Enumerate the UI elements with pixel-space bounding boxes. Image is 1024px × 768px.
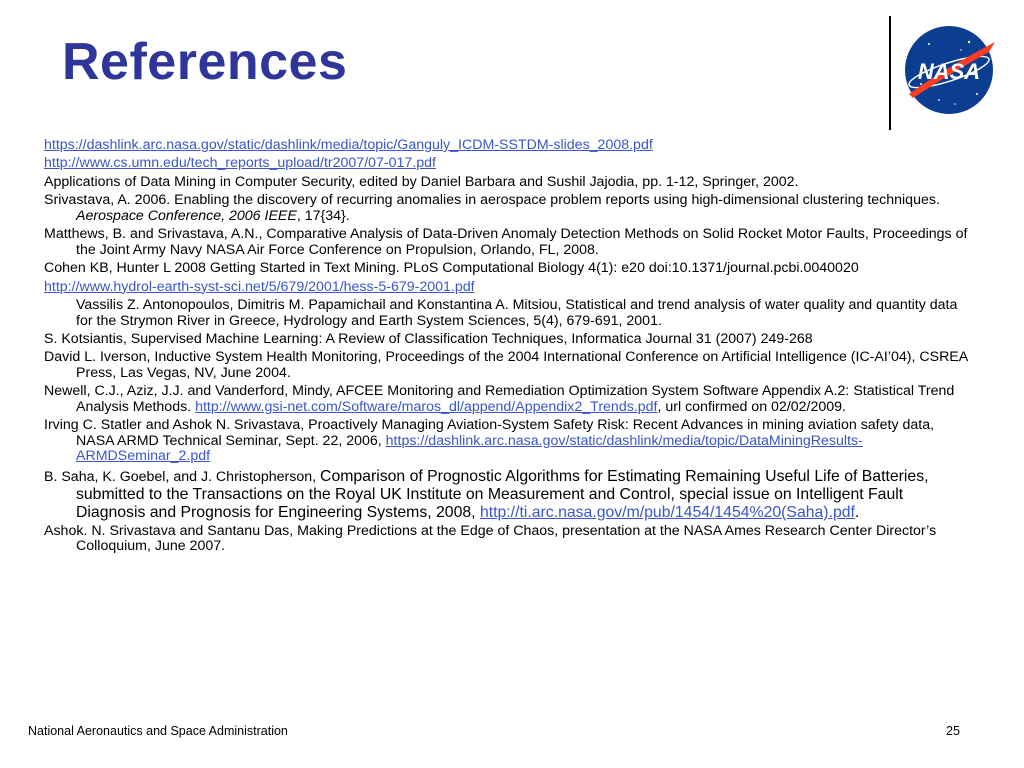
divider-line <box>889 16 891 130</box>
reference-item: Matthews, B. and Srivastava, A.N., Comparative Analysis of Data-Driven Anomaly Detection Methods on Solid Rocket Motor Faults, Proceedings of the Joint Army Navy NASA Air Force Conference on Propulsion, Orlando, FL, 2008. <box>44 226 968 258</box>
reference-item <box>44 156 974 172</box>
reference-item: Vassilis Z. Antonopoulos, Dimitris M. Papamichail and Konstantina A. Mitsiou, Statistical and trend analysis of water quality and quantity data for the Strymon River in Greece, Hydrology and Earth System Sciences, 5(4), 679-691, 2001. <box>76 296 958 329</box>
reference-item: David L. Iverson, Inductive System Health Monitoring, Proceedings of the 2004 International Conference on Artificial Intelligence (IC-AI’04), CSREA Press, Las Vegas, NV, June 2004. <box>44 349 968 381</box>
reference-text: Newell, C.J., Aziz, J.J. and Vanderford, Mindy, AFCEE Monitoring and Remediation Optimization System Software Appendix A.2: Statistical Trend Analysis Methods. <box>44 383 955 415</box>
reference-item <box>44 384 974 415</box>
reference-tail: , 17{34}. <box>296 207 350 224</box>
reference-link[interactable]: http://ti.arc.nasa.gov/m/pub/1454/1454%20(Saha).pdf <box>479 503 855 521</box>
nasa-logo-text: NASA <box>917 59 981 84</box>
reference-text: Srivastava, A. 2006. Enabling the discovery of recurring anomalies in aerospace problem reports using high-dimensional clustering techniques. <box>44 192 940 209</box>
reference-text: Irving C. Statler and Ashok N. Srivastava, Proactively Managing Aviation-System Safety Risk: Recent Advances in mining aviation safety data, NASA ARMD Technical Seminar, Sept. 22, 2006, <box>44 417 935 449</box>
reference-link[interactable]: https://dashlink.arc.nasa.gov/static/dashlink/media/topic/DataMiningResults-ARMDSeminar_2.pdf <box>76 432 863 465</box>
reference-item: Cohen KB, Hunter L 2008 Getting Started in Text Mining. PLoS Computational Biology 4(1): e20 doi:10.1371/journal.pcbi.0040020 <box>44 260 859 277</box>
reference-item <box>44 280 974 296</box>
slide-title: References <box>62 33 348 91</box>
reference-item: Applications of Data Mining in Computer Security, edited by Daniel Barbara and Sushil Jajodia, pp. 1-12, Springer, 2002. <box>44 173 799 190</box>
reference-tail: . <box>854 503 860 521</box>
reference-item <box>44 418 974 465</box>
reference-text: Comparison of Prognostic Algorithms for Estimating Remaining Useful Life of Batteries, submitted to the Transactions on the Royal UK Institute on Measurement and Control, special issue on Intelligent Fault Diagnosis and Prognosis for Engineering Systems, 2008, <box>76 467 929 521</box>
reference-tail: , url confirmed on 02/02/2009. <box>657 398 846 415</box>
footer-agency-name: National Aeronautics and Space Administration <box>28 724 288 738</box>
reference-item: S. Kotsiantis, Supervised Machine Learning: A Review of Classification Techniques, Informatica Journal 31 (2007) 249-268 <box>44 330 813 347</box>
references-list <box>44 138 974 558</box>
nasa-logo <box>899 24 999 116</box>
reference-item <box>44 468 974 521</box>
reference-item <box>44 193 974 224</box>
reference-item <box>44 138 974 154</box>
reference-link[interactable]: http://www.gsi-net.com/Software/maros_dl/append/Appendix2_Trends.pdf <box>195 398 658 415</box>
reference-link[interactable]: https://dashlink.arc.nasa.gov/static/dashlink/media/topic/Ganguly_ICDM-SSTDM-slides_2008.pdf <box>44 137 653 153</box>
reference-link[interactable]: http://www.hydrol-earth-syst-sci.net/5/679/2001/hess-5-679-2001.pdf <box>44 278 475 295</box>
reference-authors: B. Saha, K. Goebel, and J. Christopherson, <box>44 468 321 485</box>
page-number: 25 <box>946 724 960 738</box>
reference-link[interactable]: http://www.cs.umn.edu/tech_reports_upload/tr2007/07-017.pdf <box>44 155 436 172</box>
reference-item: Ashok. N. Srivastava and Santanu Das, Making Predictions at the Edge of Chaos, presentation at the NASA Ames Research Center Director’s Colloquium, June 2007. <box>44 522 937 555</box>
reference-venue: Aerospace Conference, 2006 IEEE <box>76 207 297 224</box>
